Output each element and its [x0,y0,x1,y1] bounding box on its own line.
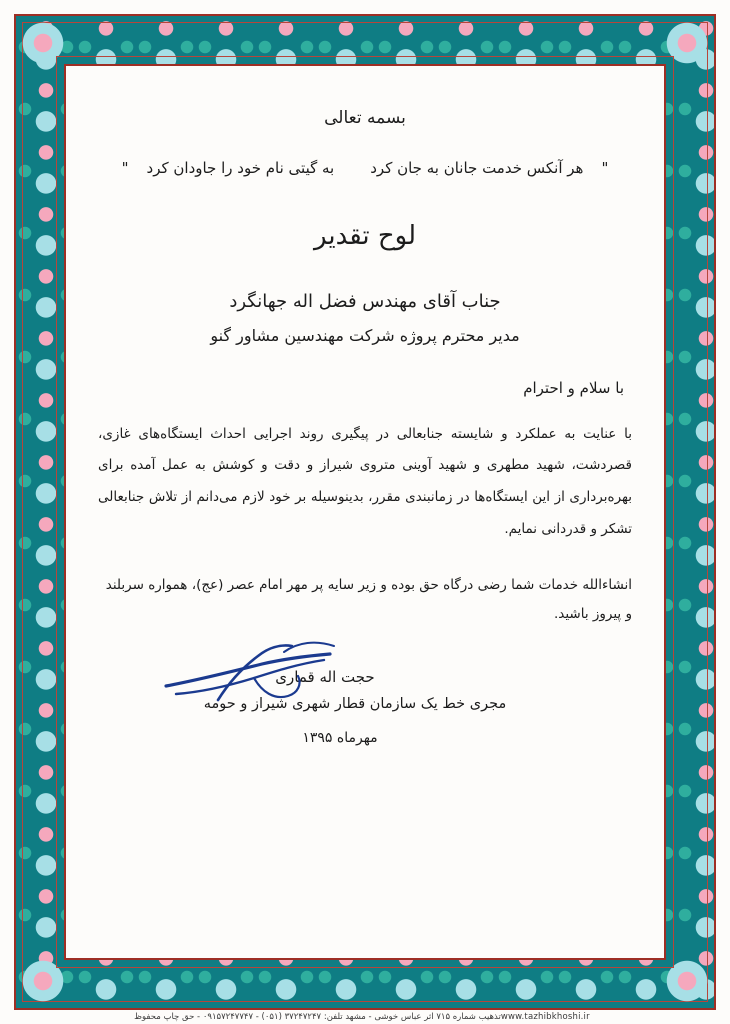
addressee-role: مدیر محترم پروژه شرکت مهندسین مشاور گنو [210,325,520,345]
closing-paragraph: انشاءالله خدمات شما رضی درگاه حق بوده و زیر سایه پر مهر امام عصر (عج)، همواره سربلند و پیروز باشید. [105,577,632,622]
poem-quote-close: " [121,159,129,177]
body-paragraph: با عنایت به عملکرد و شایسته جنابعالی در پیگیری روند اجرایی احداث ایستگاه‌های غازی، قصردشت، شهید مطهری و شهید آوینی متروی شیراز و دقت و کوشش به عمل آمده برای بهره‌برداری از این ایستگاه‌ها در زمانبندی مقرر، بدینوسیله بر خود لازم می‌دانم از تلاش جنابعالی تشکر و قدردانی نمایم. [98,425,632,537]
salutation: با سلام و احترام [523,378,624,397]
printer-credit-footer [0,1012,730,1022]
printer-credit-text: تذهیب شماره ۷۱۵ اثر عباس خوشی - مشهد تلفن: ۳۷۲۴۷۲۴۷ (۰۵۱) - ۰۹۱۵۷۲۴۷۷۴۷ - حق چاپ محفوظ [134,1012,501,1022]
signature-date: مهرماه ۱۳۹۵ [302,730,378,747]
signatory-name: حجت اله قماری [275,668,375,687]
signature-block [92,668,638,746]
poem-hemistich-2: به گیتی نام خود را جاودان کرد [146,159,335,177]
certificate-content [66,66,664,958]
addressee-name: جناب آقای مهندس فضل اله جهانگرد [229,290,501,312]
poem-couplet [92,154,638,183]
poem-quote-open: " [601,159,609,177]
corner-medallion-top-left [20,20,66,66]
corner-medallion-bottom-left [20,958,66,1004]
corner-medallion-bottom-right [664,958,710,1004]
corner-medallion-top-right [664,20,710,66]
besmeh-taala: بسمه تعالی [324,108,406,128]
signatory-role: مجری خط یک سازمان قطار شهری شیراز و حومه [203,696,507,713]
printer-website: www.tazhibkhoshi.ir [500,1012,590,1022]
poem-hemistich-1: هر آنکس خدمت جانان به جان کرد [370,159,584,177]
page-title: لوح تقدیر [313,220,417,251]
